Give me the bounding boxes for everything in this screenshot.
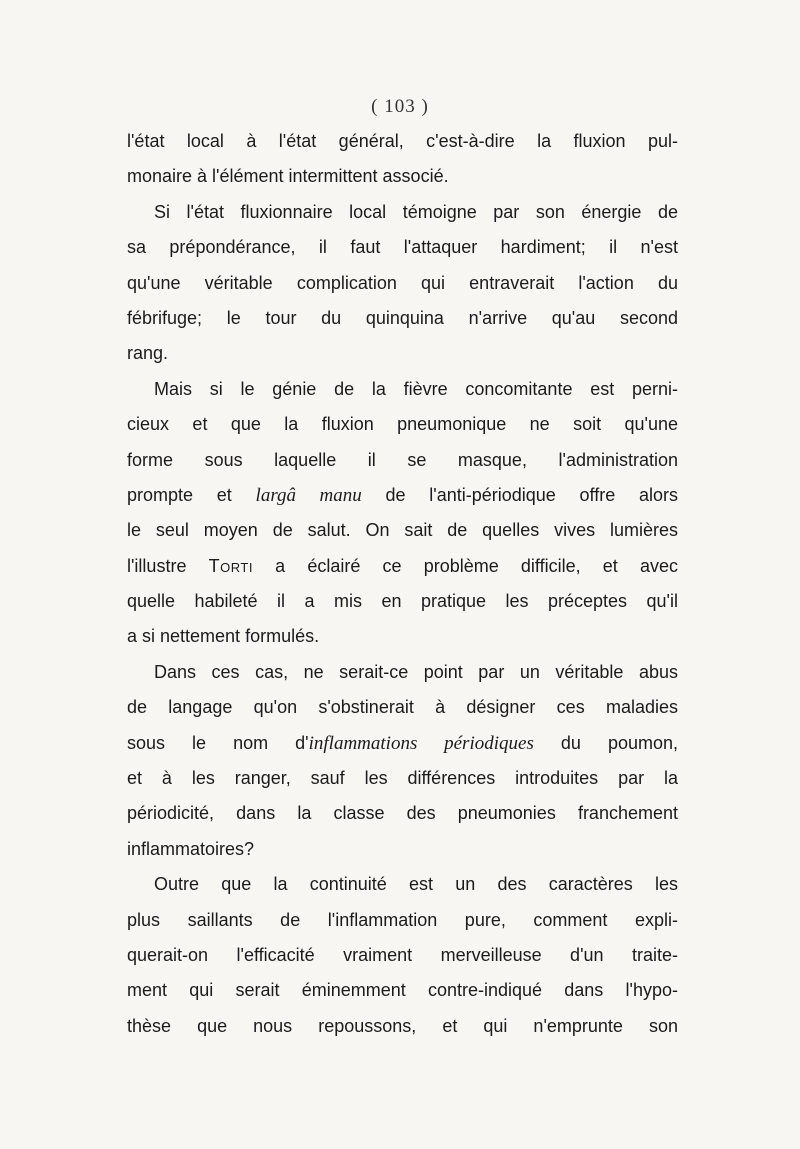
- text-line: Outre que la continuité est un des caractères les: [154, 874, 678, 895]
- text-segment: l'illustre: [127, 555, 209, 576]
- text-segment: sous le nom d': [127, 732, 309, 753]
- text-line: [127, 478, 678, 513]
- text-line: thèse que nous repoussons, et qui n'emprunte son: [127, 1015, 678, 1036]
- text-line: rang.: [127, 343, 169, 364]
- text-line: [127, 549, 678, 584]
- text-segment: de l'anti-périodique offre alors: [361, 484, 678, 505]
- text-segment: prompte et: [127, 484, 256, 505]
- small-caps-name: Torti: [208, 555, 253, 576]
- text-line: monaire à l'élément intermittent associé.: [127, 166, 449, 187]
- text-line: forme sous laquelle il se masque, l'administration: [127, 449, 678, 470]
- text-line: ment qui serait éminemment contre-indiqué dans l'hypo-: [127, 980, 678, 1001]
- italic-phrase: largâ manu: [255, 484, 362, 506]
- text-line: querait-on l'efficacité vraiment merveilleuse d'un traite-: [127, 944, 678, 965]
- text-line: fébrifuge; le tour du quinquina n'arrive qu'au second: [127, 307, 678, 328]
- italic-phrase: inflammations périodiques: [308, 732, 534, 754]
- text-line: périodicité, dans la classe des pneumonies franchement: [127, 803, 678, 824]
- text-line: le seul moyen de salut. On sait de quelles vives lumières: [127, 520, 678, 541]
- text-segment: du poumon,: [533, 732, 678, 753]
- text-line: Si l'état fluxionnaire local témoigne par son énergie de: [154, 201, 678, 222]
- text-line: [127, 726, 678, 761]
- text-line: de langage qu'on s'obstinerait à désigner ces maladies: [127, 697, 678, 718]
- text-line: qu'une véritable complication qui entraverait l'action du: [127, 272, 678, 293]
- text-line: l'état local à l'état général, c'est-à-dire la fluxion pul-: [127, 131, 678, 151]
- text-line: quelle habileté il a mis en pratique les préceptes qu'il: [127, 591, 678, 612]
- text-segment: a éclairé ce problème difficile, et avec: [252, 555, 678, 576]
- text-line: sa prépondérance, il faut l'attaquer hardiment; il n'est: [127, 237, 678, 258]
- text-line: cieux et que la fluxion pneumonique ne soit qu'une: [127, 414, 678, 435]
- text-line: a si nettement formulés.: [127, 626, 320, 647]
- page-number: ( 103 ): [371, 96, 429, 117]
- text-line: Dans ces cas, ne serait-ce point par un véritable abus: [154, 661, 678, 682]
- body-text: [127, 124, 678, 1044]
- text-line: Mais si le génie de la fièvre concomitante est perni-: [154, 378, 678, 399]
- text-line: et à les ranger, sauf les différences introduites par la: [127, 768, 678, 789]
- text-line: inflammatoires?: [127, 838, 255, 859]
- text-line: plus saillants de l'inflammation pure, comment expli-: [127, 909, 678, 930]
